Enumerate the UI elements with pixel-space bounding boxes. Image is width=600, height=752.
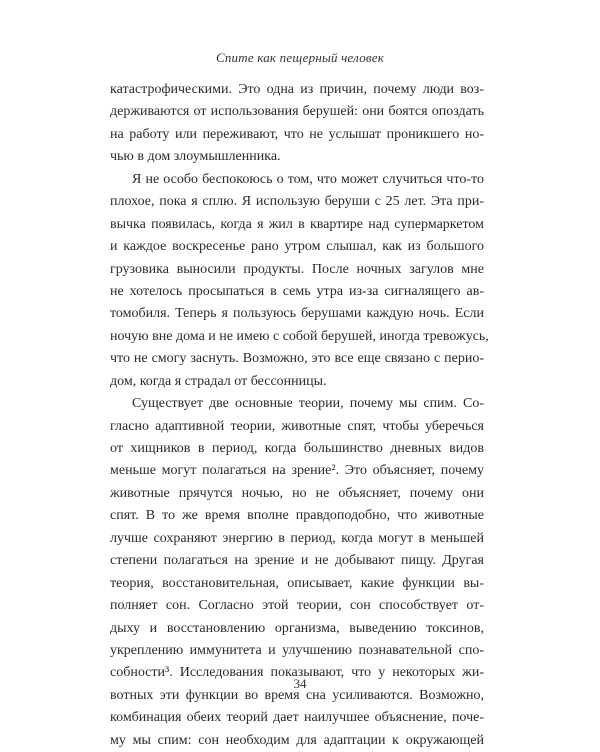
text-line: от хищников в период, когда большинство дневных видов [110, 441, 484, 456]
text-line: дыху и восстановлению организма, выведению токсинов, [110, 620, 484, 636]
text-line: меньше могут полагаться на зрение². Это объясняет, почему [110, 463, 484, 479]
text-line: на работу или переживают, что не услышат проникшего но- [110, 126, 484, 142]
text-line: и каждое воскресенье рано утром слышал, как из большого [110, 239, 484, 255]
paragraph [110, 169, 489, 393]
text-line: грузовика выносили продукты. После ночных загулов мне [110, 261, 484, 277]
page-number: 34 [293, 676, 307, 691]
text-line: укреплению иммунитета и улучшению познавательной спо- [110, 642, 484, 658]
text-line: томобиля. Теперь я пользуюсь берушами каждую ночь. Если [110, 306, 484, 322]
running-header: Спите как пещерный человек [215, 50, 385, 65]
body-text [110, 79, 489, 752]
text-line: лучше сохраняют энергию в период, когда могут в меньшей [110, 530, 484, 546]
text-line: чью в дом злоумышленника. [110, 149, 281, 165]
text-line: му мы спим: сон необходим для адаптации к окружающей [110, 732, 484, 748]
text-line: Существует две основные теории, почему мы спим. Со- [132, 396, 484, 412]
text-line: гласно адаптивной теории, животные спят, чтобы уберечься [110, 418, 484, 434]
text-line: катастрофическими. Это одна из причин, почему люди воз- [110, 82, 484, 97]
text-line: спят. В то же время вполне правдоподобно, что животные [110, 508, 484, 524]
text-line: степени полагаться на зрение и не добывают пищу. Другая [110, 553, 484, 569]
text-line: не хотелось просыпаться в семь утра из-за сигналящего ав- [110, 283, 484, 299]
text-line: что не смогу заснуть. Возможно, это все еще связано с перио- [110, 351, 484, 367]
text-line: дом, когда я страдал от бессонницы. [110, 373, 327, 389]
text-line: животные прячутся ночью, но не объясняет, почему они [110, 485, 484, 501]
text-line: ночую вне дома и не имею с собой берушей, иногда тревожусь, [110, 328, 489, 344]
text-line: комбинация обеих теорий дает наилучшее объяснение, поче- [110, 710, 484, 726]
text-line: полняет сон. Согласно этой теории, сон способствует от- [110, 598, 484, 614]
text-line: плохое, пока я сплю. Я использую беруши с 25 лет. Эта при- [110, 194, 484, 210]
paragraph [110, 79, 484, 169]
text-line: вычка появилась, когда я жил в квартире над супермаркетом [110, 216, 484, 232]
text-line: собности³. Исследования показывают, что у некоторых жи- [110, 665, 484, 681]
text-line: теория, восстановительная, описывает, какие функции вы- [110, 575, 484, 591]
text-line: вотных эти функции во время сна усиливаются. Возможно, [110, 687, 484, 703]
text-line: держиваются от использования берушей: они боятся опоздать [110, 104, 484, 120]
text-line: Я не особо беспокоюсь о том, что может случиться что-то [132, 171, 484, 187]
paragraph [110, 393, 484, 752]
